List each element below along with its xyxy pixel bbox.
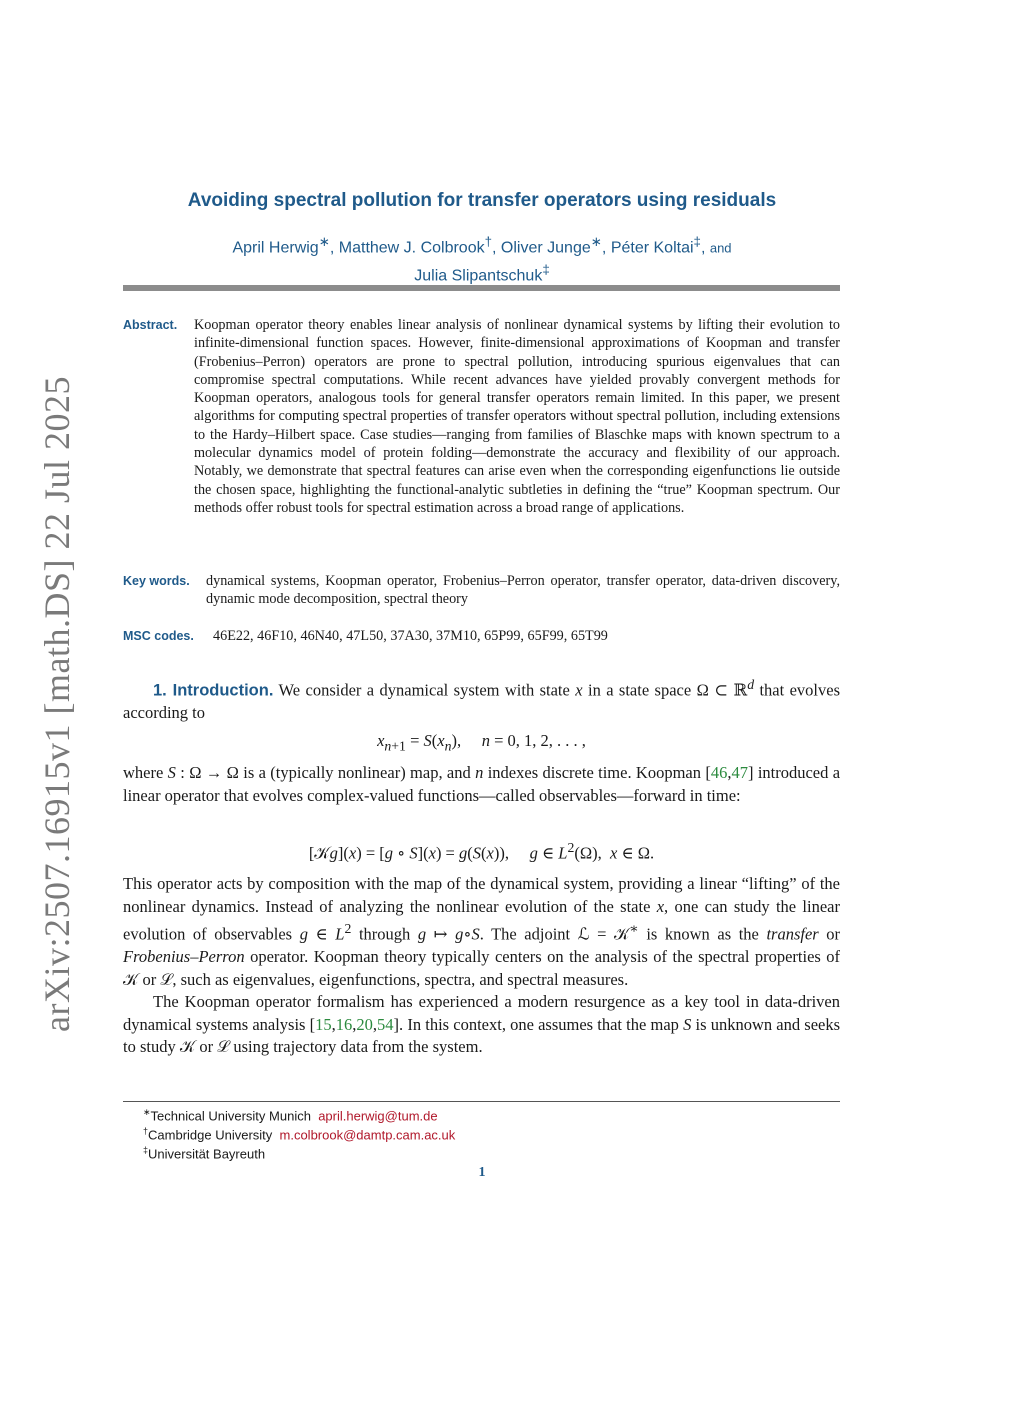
author[interactable]: Matthew J. Colbrook	[338, 239, 485, 257]
abstract-label: Abstract.	[123, 318, 178, 332]
citation-link[interactable]: 54	[377, 1014, 394, 1034]
text: is unknown and seeks to study	[123, 1014, 841, 1056]
footnote-text: Universität Bayreuth	[148, 1146, 266, 1162]
author-list: April Herwig∗, Matthew J. Colbrook†, Oliver Junge∗, Péter Koltai‡, and Julia Slipantschuk‡	[232, 234, 732, 285]
text: , such as eigenvalues, eigenfunctions, spectra, and spectral measures.	[172, 969, 629, 989]
author[interactable]: April Herwig	[232, 239, 319, 257]
equation-1: $x_{n+1} = S(x_n)$, n = 0, 1, 2, . . . ,	[377, 731, 586, 754]
page-number: 1	[478, 1165, 486, 1180]
section-heading: 1. Introduction.	[153, 681, 274, 700]
text: that evolves according to	[123, 680, 841, 722]
text: or	[142, 969, 157, 989]
citation-link[interactable]: 15	[315, 1014, 332, 1034]
author-and: and	[709, 240, 732, 256]
email-link[interactable]: m.colbrook@damtp.cam.ac.uk	[279, 1127, 456, 1143]
text: through	[358, 924, 411, 944]
text: indexes discrete time. Koopman	[487, 763, 701, 782]
author-mark: ∗	[318, 234, 330, 249]
footnote	[143, 1141, 265, 1163]
text: , one can study the linear evolution of observables	[123, 896, 840, 944]
author[interactable]: Oliver Junge	[500, 239, 591, 257]
intro-paragraph-1: 1. Introduction. We consider a dynamical system with state x in a state space Ω ⊂ ℝ$^d$ that evolves according to	[123, 677, 841, 722]
text: transfer	[766, 924, 819, 944]
title-rule	[123, 285, 840, 291]
author-mark: ‡	[542, 262, 550, 278]
msc-codes	[123, 627, 840, 645]
text: The Koopman operator formalism has experienced a modern resurgence as a key tool in data-driven dynamical systems analysis	[123, 992, 840, 1034]
text: using trajectory data from the system.	[233, 1037, 483, 1056]
footnote-mark: †	[143, 1126, 149, 1136]
author-mark: †	[484, 234, 493, 249]
equation-2: [𝒦g](x) = [g ∘ S](x) = g(S(x)), g ∈ $L^2(\Omega)$, x ∈ Ω.	[308, 840, 655, 863]
intro-paragraph-3: This operator acts by composition with the map of the dynamical system, providing a linear “lifting” of the nonlinear dynamics. Instead of analyzing the nonlinear evolution of the state x, one can study the linear evolution of observables g ∈ $L^2$ through g ↦ g∘S. The adjoint ℒ = 𝒦∗ is known as the transfer or Frobenius–Perron operator. Koopman theory typically centers on the analysis of the spectral properties of 𝒦 or ℒ, such as eigenvalues, eigenfunctions, spectra, and spectral measures. The Koopman operator formalism has experienced a modern resurgence as a key tool in data-driven dynamical systems analysis [15,16,20,54]. In this context, one assumes that the map S is unknown and seeks to study 𝒦 or ℒ using trajectory data from the system.	[123, 874, 841, 1056]
text: or	[826, 924, 841, 944]
author-mark: ‡	[693, 234, 701, 249]
citation-link[interactable]: 16	[335, 1014, 353, 1034]
footnote-mark: ∗	[143, 1107, 151, 1117]
keywords	[123, 572, 840, 608]
footnote-rule	[123, 1101, 840, 1102]
author[interactable]: Péter Koltai	[610, 239, 694, 257]
text: Frobenius–Perron	[123, 947, 245, 966]
text: . The adjoint	[479, 924, 571, 944]
email-link[interactable]: april.herwig@tum.de	[318, 1108, 438, 1124]
text: introduced a linear operator that evolves complex-valued functions—called observables—forward in time:	[123, 763, 841, 805]
footnote-text: Cambridge University	[148, 1127, 273, 1143]
keywords-label: Key words.	[123, 574, 190, 588]
text: where	[123, 763, 164, 782]
footnote-text: Technical University Munich	[150, 1108, 311, 1124]
arxiv-stamp: arXiv:2507.16915v1 [math.DS] 22 Jul 2025	[37, 376, 77, 1032]
citation-link[interactable]: 47	[731, 763, 748, 782]
msc-text: 46E22, 46F10, 46N40, 47L50, 37A30, 37M10, 65P99, 65F99, 65T99	[213, 628, 608, 644]
intro-paragraph-2: where S : Ω → Ω is a (typically nonlinear) map, and n indexes discrete time. Koopman [46,47] introduced a linear operator that evolves complex-valued functions—called observables—forward in time:	[123, 763, 841, 805]
text: This operator acts by composition with the map of the dynamical system, providing a linear “lifting” of the nonlinear dynamics. Instead of analyzing the nonlinear evolution of the state	[123, 874, 840, 916]
text: operator. Koopman theory typically centers on the analysis of the spectral properties of	[250, 947, 841, 966]
keywords-text: dynamical systems, Koopman operator, Frobenius–Perron operator, transfer operator, data-driven discovery, dynamic mode decomposition, spectral theory	[206, 573, 840, 608]
citation-link[interactable]: 46	[710, 763, 728, 782]
text: We consider a dynamical system with state	[278, 680, 570, 700]
paper-title: Avoiding spectral pollution for transfer operators using residuals	[187, 190, 777, 211]
text: in a state space	[587, 680, 692, 700]
text: is known as the	[646, 924, 759, 944]
abstract	[123, 316, 840, 516]
author[interactable]: Julia Slipantschuk	[414, 267, 543, 285]
text: is a (typically nonlinear) map, and	[243, 763, 471, 782]
citation-link[interactable]: 20	[356, 1014, 373, 1034]
author-mark: ∗	[590, 234, 602, 249]
text: or	[199, 1037, 214, 1056]
footnote-mark: ‡	[143, 1145, 149, 1155]
text: . In this context, one assumes that the map	[399, 1014, 679, 1034]
abstract-text: Koopman operator theory enables linear analysis of nonlinear dynamical systems by lifting their evolution to infinite-dimensional function spaces. However, finite-dimensional approximations of Koopman and transfer (Frobenius–Perron) operators are prone to spectral pollution, introducing spurious eigenvalues that can compromise spectral computations. While recent advances have yielded provably convergent methods for Koopman operators, analogous tools for general transfer operators remain limited. In this paper, we present algorithms for computing spectral properties of transfer operators without spectral pollution, including extensions to the Hardy–Hilbert space. Case studies—ranging from families of Blaschke maps with known spectrum to a molecular dynamics model of protein folding—demonstrate the accuracy and flexibility of our approach. Notably, we demonstrate that spectral features can arise even when the corresponding eigenfunctions lie outside the chosen space, highlighting the functional-analytic subtleties in defining the “true” Koopman spectrum. Our methods offer robust tools for spectral estimation across a broad range of applications.	[194, 317, 840, 516]
msc-label: MSC codes.	[123, 629, 194, 643]
